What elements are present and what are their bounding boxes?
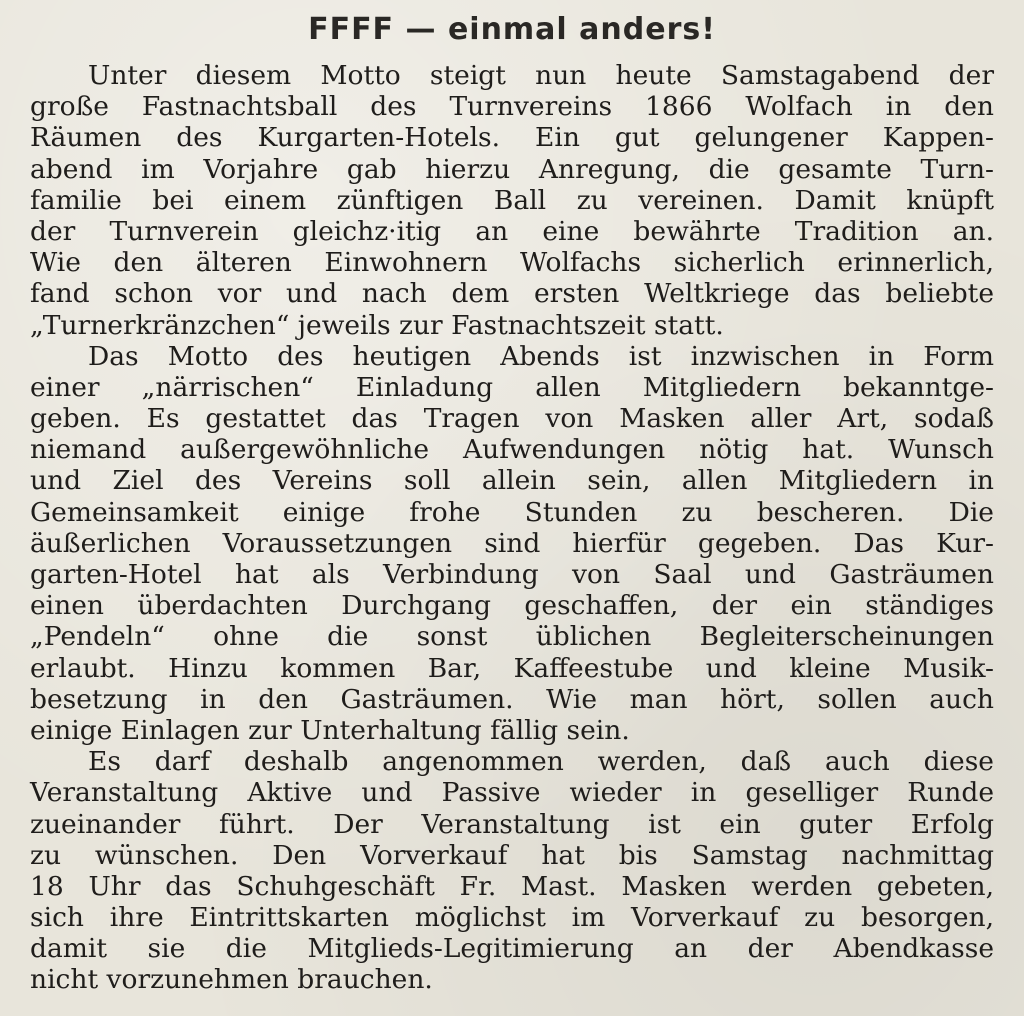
text-line: Es darf deshalb angenommen werden, daß auch diese (88, 746, 994, 778)
text-line: „Pendeln“ ohne die sonst üblichen Begleiterscheinungen (30, 621, 994, 653)
text-line: einer „närrischen“ Einladung allen Mitgliedern bekanntge- (30, 371, 994, 403)
cropped-previous-line (0, 0, 1024, 6)
text-line: sich ihre Eintrittskarten möglichst im Vorverkauf zu besorgen, (30, 902, 994, 934)
text-line: „Turnerkränzchen“ jeweils zur Fastnachtszeit statt. (30, 309, 724, 341)
text-line: geben. Es gestattet das Tragen von Masken aller Art, sodaß (30, 403, 994, 435)
text-line: und Ziel des Vereins soll allein sein, allen Mitgliedern in (30, 465, 994, 497)
text-line: große Fastnachtsball des Turnvereins 1866 Wolfach in den (30, 91, 994, 123)
text-line: garten-Hotel hat als Verbindung von Saal und Gasträumen (30, 559, 994, 590)
text-line: Räumen des Kurgarten-Hotels. Ein gut gelungener Kappen- (30, 122, 994, 154)
text-line: erlaubt. Hinzu kommen Bar, Kaffeestube und kleine Musik- (30, 652, 994, 684)
text-line: Wie den älteren Einwohnern Wolfachs sicherlich erinnerlich, (30, 247, 994, 279)
text-line: damit sie die Mitglieds-Legitimierung an der Abendkasse (30, 933, 994, 965)
text-line: abend im Vorjahre gab hierzu Anregung, die gesamte Turn- (30, 153, 994, 185)
article-body (30, 60, 994, 996)
text-line: besetzung in den Gasträumen. Wie man hört, sollen auch (30, 683, 994, 715)
text-line: Das Motto des heutigen Abends ist inzwischen in Form (88, 340, 994, 372)
text-line: nicht vorzunehmen brauchen. (30, 964, 433, 996)
text-line: Unter diesem Motto steigt nun heute Samstagabend der (88, 60, 994, 91)
text-line: fand schon vor und nach dem ersten Weltkriege das beliebte (30, 278, 994, 310)
text-line: einige Einlagen zur Unterhaltung fällig sein. (30, 714, 630, 746)
text-line: äußerlichen Voraussetzungen sind hierfür gegeben. Das Kur- (30, 527, 994, 559)
text-line: einen überdachten Durchgang geschaffen, der ein ständiges (30, 590, 994, 622)
text-line: 18 Uhr das Schuhgeschäft Fr. Mast. Masken werden gebeten, (30, 870, 994, 902)
text-line: der Turnverein gleichz·itig an eine bewährte Tradition an. (30, 215, 994, 247)
text-line: zu wünschen. Den Vorverkauf hat bis Samstag nachmittag (30, 839, 994, 871)
text-line: familie bei einem zünftigen Ball zu vereinen. Damit knüpft (30, 184, 994, 216)
text-line: zueinander führt. Der Veranstaltung ist ein guter Erfolg (30, 808, 994, 840)
text-line: Gemeinsamkeit einige frohe Stunden zu bescheren. Die (30, 496, 994, 528)
article-headline: FFFF — einmal anders! (308, 12, 716, 47)
text-line: Veranstaltung Aktive und Passive wieder in geselliger Runde (30, 777, 994, 809)
text-line: niemand außergewöhnliche Aufwendungen nötig hat. Wunsch (30, 434, 994, 466)
